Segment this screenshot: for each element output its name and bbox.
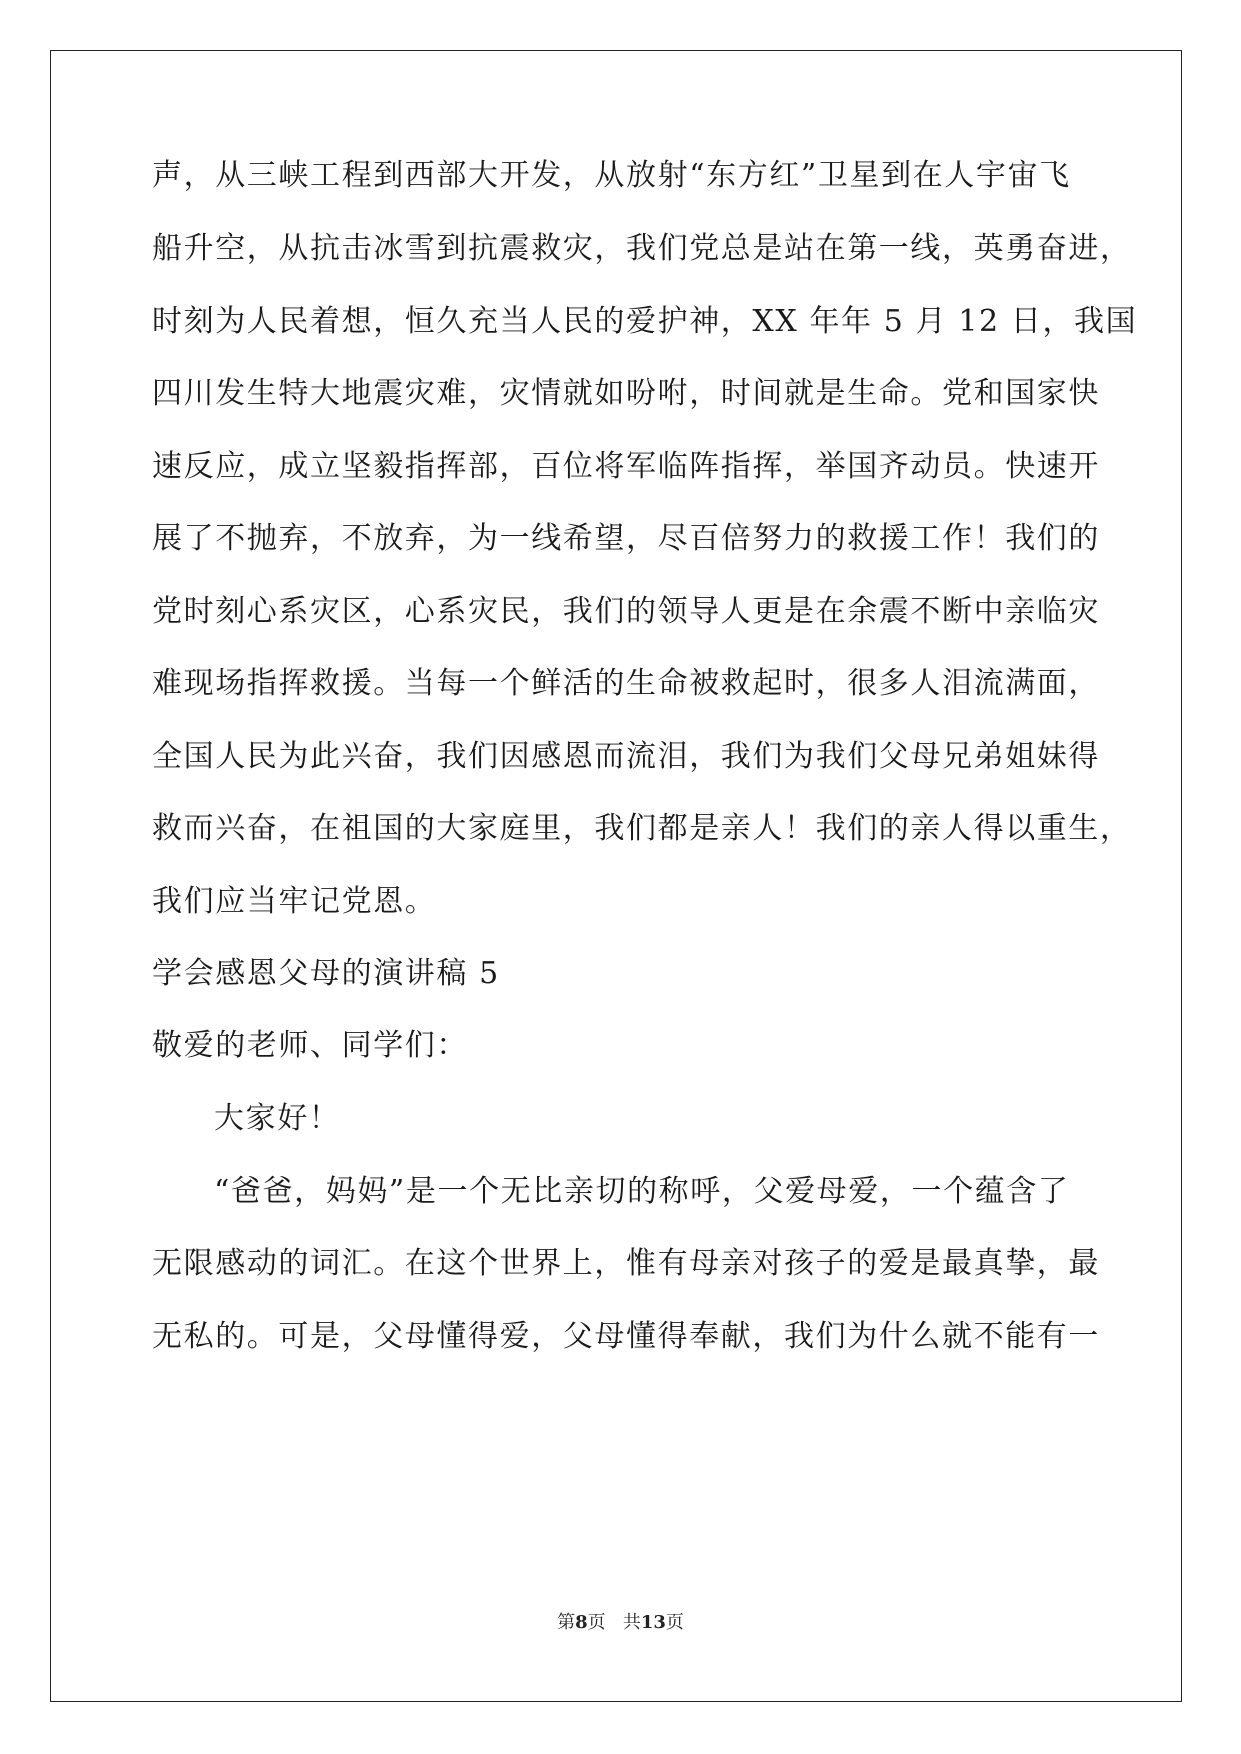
- text-line: 时刻为人民着想，恒久充当人民的爱护神，XX 年年 5 月 12 日，我国: [152, 304, 1138, 339]
- text-line: 速反应，成立坚毅指挥部，百位将军临阵指挥，举国齐动员。快速开: [152, 449, 1100, 484]
- text-line: 无私的。可是，父母懂得爱，父母懂得奉献，我们为什么就不能有一: [152, 1319, 1100, 1354]
- page-number: 8: [575, 1612, 588, 1633]
- total-pages: 13: [640, 1612, 666, 1633]
- text-line: 船升空，从抗击冰雪到抗震救灾，我们党总是站在第一线，英勇奋进，: [152, 231, 1132, 266]
- page-border: [50, 50, 1182, 1702]
- text-line: 声，从三峡工程到西部大开发，从放射“东方红”卫星到在人宇宙飞: [152, 158, 1071, 193]
- salutation: 敬爱的老师、同学们：: [152, 1028, 468, 1063]
- greeting: 大家好！: [214, 1101, 341, 1136]
- page-suffix: 页: [587, 1612, 606, 1633]
- text-line: 展了不抛弃，不放弃，为一线希望，尽百倍努力的救援工作！我们的: [152, 521, 1100, 556]
- text-line: 无限感动的词汇。在这个世界上，惟有母亲对孩子的爱是最真挚，最: [152, 1246, 1100, 1281]
- text-line: 四川发生特大地震灾难，灾情就如吩咐，时间就是生命。党和国家快: [152, 376, 1100, 411]
- text-line: 党时刻心系灾区，心系灾民，我们的领导人更是在余震不断中亲临灾: [152, 594, 1100, 629]
- text-line: 我们应当牢记党恩。: [152, 884, 437, 919]
- text-line: “爸爸，妈妈”是一个无比亲切的称呼，父爱母爱，一个蕴含了: [214, 1174, 1070, 1209]
- text-line: 难现场指挥救援。当每一个鲜活的生命被救起时，很多人泪流满面，: [152, 666, 1100, 701]
- page-footer: [0, 1612, 1241, 1634]
- text-line: 全国人民为此兴奋，我们因感恩而流泪，我们为我们父母兄弟姐妹得: [152, 739, 1100, 774]
- total-prefix: 共: [622, 1612, 641, 1633]
- total-suffix: 页: [665, 1612, 684, 1633]
- page-prefix: 第: [557, 1612, 576, 1633]
- text-line: 救而兴奋，在祖国的大家庭里，我们都是亲人！我们的亲人得以重生，: [152, 811, 1132, 846]
- section-title: 学会感恩父母的演讲稿 5: [152, 956, 500, 991]
